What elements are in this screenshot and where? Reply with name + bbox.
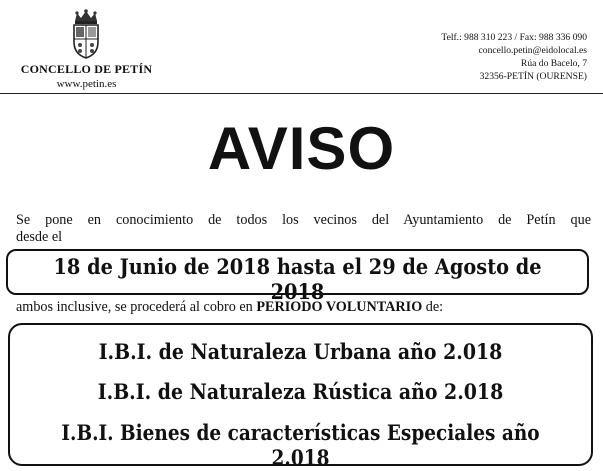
tax-item-urbana: I.B.I. de Naturaleza Urbana año 2.018 [98,339,503,364]
contact-phone-fax: Telf.: 988 310 223 / Fax: 988 336 090 [441,32,587,43]
contact-city: 32356-PETÍN (OURENSE) [479,71,587,82]
notice-title: AVISO [207,115,396,182]
contact-block [441,31,587,83]
coat-of-arms-icon [67,8,105,60]
header-divider [0,93,603,94]
payment-period-suffix: de: [422,299,444,315]
payment-period-text [16,299,443,316]
payment-period-emphasis: PERIODO VOLUNTARIO [256,299,423,315]
intro-text-line-2: desde el [16,229,63,245]
tax-item-rustica: I.B.I. de Naturaleza Rústica año 2.018 [97,379,504,404]
payment-period-prefix: ambos inclusive, se procederá al cobro en [16,299,257,315]
tax-item-especiales: I.B.I. Bienes de características Especiales año 2.018 [61,420,540,470]
date-range-text: 18 de Junio de 2018 hasta el 29 de Agosto de 2018 [53,254,542,304]
intro-text-line-1: Se pone en conocimiento de todos los vecinos del Ayuntamiento de Petín que [16,212,591,228]
organization-name: CONCELLO DE PETÍN [20,62,153,76]
organization-website: www.petin.es [56,78,117,90]
contact-street: Rúa do Bacelo, 7 [520,58,587,69]
contact-email: concello.petin@eidolocal.es [478,45,587,56]
